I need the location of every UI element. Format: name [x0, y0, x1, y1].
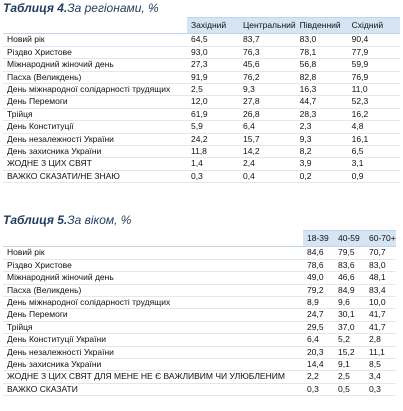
row-value: 0,5	[334, 383, 365, 395]
column-header: Південний	[296, 18, 348, 34]
row-value: 8,5	[365, 359, 396, 371]
row-value: 2,5	[334, 371, 365, 383]
table-row	[3, 272, 396, 284]
row-value: 83,6	[334, 259, 365, 271]
table-row	[3, 321, 396, 333]
row-value: 12,0	[187, 96, 239, 108]
row-label: Новий рік	[3, 247, 303, 259]
table-row	[3, 170, 400, 182]
row-value: 24,2	[187, 133, 239, 145]
row-value: 82,8	[296, 71, 348, 83]
row-value: 76,2	[239, 71, 296, 83]
row-value: 83,0	[296, 34, 348, 46]
row-label: ЖОДНЕ З ЦИХ СВЯТ	[3, 158, 187, 170]
row-label: День незалежності України	[3, 133, 187, 145]
row-value: 59,9	[348, 59, 400, 71]
row-value: 14,4	[303, 359, 334, 371]
row-value: 70,7	[365, 247, 396, 259]
table5-age	[3, 230, 396, 396]
row-value: 83,7	[239, 34, 296, 46]
row-value: 90,4	[348, 34, 400, 46]
table-header-row	[3, 231, 396, 247]
row-value: 49,0	[303, 272, 334, 284]
row-value: 0,3	[187, 170, 239, 182]
row-value: 76,3	[239, 46, 296, 58]
table-row	[3, 247, 396, 259]
row-value: 5,9	[187, 121, 239, 133]
row-value: 0,4	[239, 170, 296, 182]
row-value: 30,1	[334, 309, 365, 321]
table-row	[3, 46, 400, 58]
column-header: 40-59	[334, 231, 365, 247]
row-label: Міжнародний жіночий день	[3, 59, 187, 71]
table-row	[3, 383, 396, 395]
row-value: 16,1	[348, 133, 400, 145]
row-value: 28,3	[296, 108, 348, 120]
row-value: 44,7	[296, 96, 348, 108]
row-label: День захисника України	[3, 359, 303, 371]
row-value: 83,4	[365, 284, 396, 296]
table-row	[3, 284, 396, 296]
row-value: 11,8	[187, 146, 239, 158]
header-empty-cell	[3, 18, 187, 34]
row-value: 4,8	[348, 121, 400, 133]
table-row	[3, 121, 400, 133]
row-value: 6,4	[303, 334, 334, 346]
row-value: 2,5	[187, 84, 239, 96]
row-value: 2,2	[303, 371, 334, 383]
table-row	[3, 71, 400, 83]
row-value: 0,3	[365, 383, 396, 395]
row-label: День захисника України	[3, 146, 187, 158]
row-value: 24,7	[303, 309, 334, 321]
table4-regions	[3, 17, 400, 183]
row-value: 1,4	[187, 158, 239, 170]
row-label: Різдво Христове	[3, 46, 187, 58]
row-value: 41,7	[365, 309, 396, 321]
row-value: 93,0	[187, 46, 239, 58]
row-value: 64,5	[187, 34, 239, 46]
row-value: 9,3	[296, 133, 348, 145]
table-row	[3, 334, 396, 346]
row-label: Трійця	[3, 321, 303, 333]
column-header: Східний	[348, 18, 400, 34]
row-value: 2,3	[296, 121, 348, 133]
row-label: Пасха (Великдень)	[3, 284, 303, 296]
column-header: Західний	[187, 18, 239, 34]
row-label: ВАЖКО СКАЗАТИ/НЕ ЗНАЮ	[3, 170, 187, 182]
row-value: 29,5	[303, 321, 334, 333]
table5-body	[3, 231, 396, 396]
row-value: 52,3	[348, 96, 400, 108]
row-value: 48,1	[365, 272, 396, 284]
row-value: 9,1	[334, 359, 365, 371]
table-row	[3, 297, 396, 309]
row-value: 16,2	[348, 108, 400, 120]
row-label: День Конституції України	[3, 334, 303, 346]
row-value: 0,2	[296, 170, 348, 182]
row-value: 3,4	[365, 371, 396, 383]
row-label: День міжнародної солідарності трудящих	[3, 84, 187, 96]
row-value: 77,9	[348, 46, 400, 58]
table-row	[3, 259, 396, 271]
table-row	[3, 359, 396, 371]
row-value: 78,1	[296, 46, 348, 58]
row-value: 79,2	[303, 284, 334, 296]
row-value: 11,0	[348, 84, 400, 96]
table-row	[3, 346, 396, 358]
row-value: 41,7	[365, 321, 396, 333]
row-label: День Конституції	[3, 121, 187, 133]
row-value: 8,2	[296, 146, 348, 158]
row-value: 5,2	[334, 334, 365, 346]
row-value: 79,5	[334, 247, 365, 259]
row-value: 56,8	[296, 59, 348, 71]
row-value: 76,9	[348, 71, 400, 83]
row-value: 6,4	[239, 121, 296, 133]
row-label: День міжнародної солідарності трудящих	[3, 297, 303, 309]
row-value: 20,3	[303, 346, 334, 358]
row-label: Міжнародний жіночий день	[3, 272, 303, 284]
row-value: 84,9	[334, 284, 365, 296]
row-value: 14,2	[239, 146, 296, 158]
row-value: 78,6	[303, 259, 334, 271]
table-row	[3, 371, 396, 383]
row-value: 10,0	[365, 297, 396, 309]
row-value: 8,9	[303, 297, 334, 309]
row-value: 45,6	[239, 59, 296, 71]
row-label: ЖОДНЕ З ЦИХ СВЯТ ДЛЯ МЕНЕ НЕ Є ВАЖЛИВИМ ЧИ УЛЮБЛЕНИМ	[3, 371, 303, 383]
row-value: 91,9	[187, 71, 239, 83]
row-value: 84,6	[303, 247, 334, 259]
row-value: 61,9	[187, 108, 239, 120]
table-row	[3, 34, 400, 46]
row-value: 0,3	[303, 383, 334, 395]
table-row	[3, 84, 400, 96]
row-label: Пасха (Великдень)	[3, 71, 187, 83]
row-value: 11,1	[365, 346, 396, 358]
row-value: 2,4	[239, 158, 296, 170]
header-empty-cell	[3, 231, 303, 247]
row-label: День незалежності України	[3, 346, 303, 358]
row-value: 46,6	[334, 272, 365, 284]
row-value: 83,0	[365, 259, 396, 271]
row-label: День Перемоги	[3, 309, 303, 321]
row-value: 2,8	[365, 334, 396, 346]
row-label: Новий рік	[3, 34, 187, 46]
table-row	[3, 96, 400, 108]
row-label: Різдво Христове	[3, 259, 303, 271]
table4-caption-prefix: Таблиця 4.	[3, 1, 68, 15]
column-header: 60-70+	[365, 231, 396, 247]
table5-caption-suffix: За віком, %	[67, 213, 132, 227]
table5-caption-prefix: Таблиця 5.	[3, 213, 68, 227]
row-label: День Перемоги	[3, 96, 187, 108]
table4-caption	[3, 1, 159, 15]
row-value: 15,7	[239, 133, 296, 145]
table4-caption-suffix: За регіонами, %	[67, 1, 159, 15]
row-value: 27,8	[239, 96, 296, 108]
row-value: 27,3	[187, 59, 239, 71]
column-header: Центральний	[239, 18, 296, 34]
row-label: Трійця	[3, 108, 187, 120]
column-header: 18-39	[303, 231, 334, 247]
table-row	[3, 309, 396, 321]
row-value: 0,9	[348, 170, 400, 182]
row-value: 3,9	[296, 158, 348, 170]
row-value: 3,1	[348, 158, 400, 170]
table5-caption	[3, 213, 131, 227]
row-value: 37,0	[334, 321, 365, 333]
table-row	[3, 146, 400, 158]
table-row	[3, 59, 400, 71]
row-value: 6,5	[348, 146, 400, 158]
table4-body	[3, 18, 400, 183]
row-value: 26,8	[239, 108, 296, 120]
table-header-row	[3, 18, 400, 34]
row-value: 15,2	[334, 346, 365, 358]
row-value: 9,6	[334, 297, 365, 309]
table-row	[3, 158, 400, 170]
row-value: 9,3	[239, 84, 296, 96]
row-label: ВАЖКО СКАЗАТИ	[3, 383, 303, 395]
table-row	[3, 108, 400, 120]
table-row	[3, 133, 400, 145]
row-value: 16,3	[296, 84, 348, 96]
